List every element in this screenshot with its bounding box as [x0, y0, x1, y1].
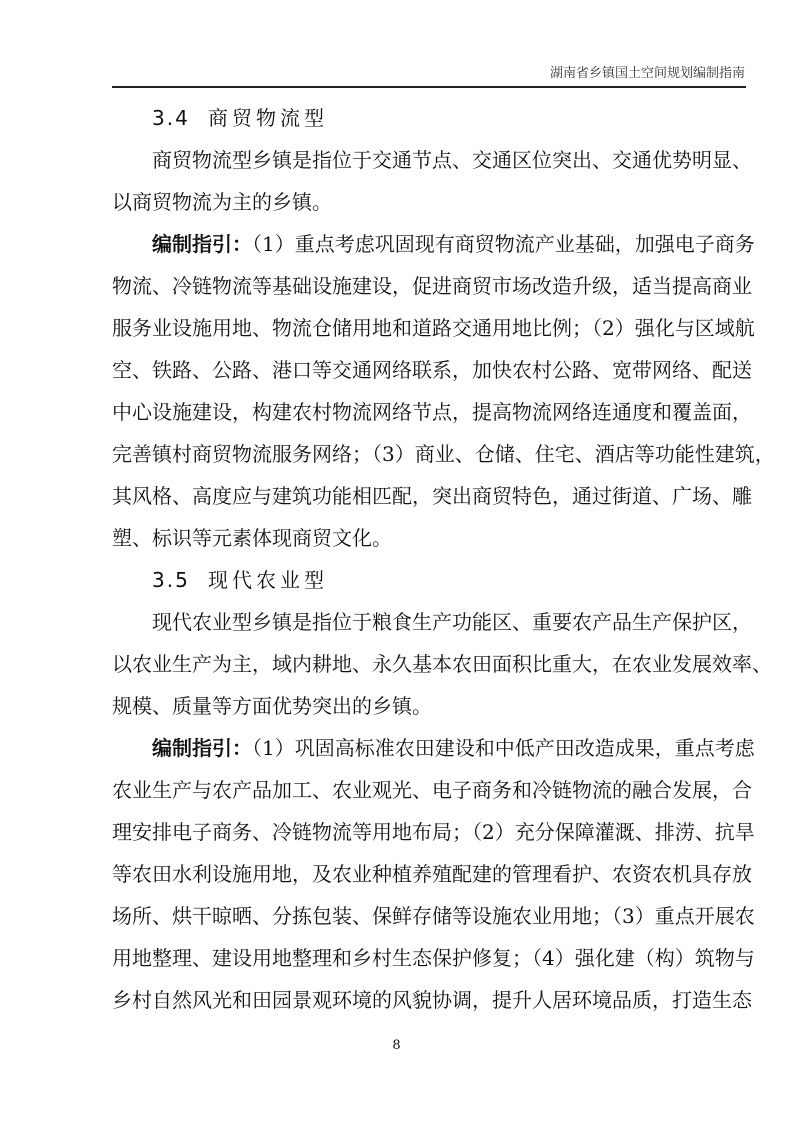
paragraph-line: 规模、质量等方面优势突出的乡镇。	[112, 694, 432, 718]
paragraph-line	[112, 727, 755, 769]
paragraph-line: 以农业生产为主，域内耕地、永久基本农田面积比重大，在农业发展效率、	[112, 652, 772, 676]
paragraph-line: 场所、烘干晾晒、分拣包装、保鲜存储等设施农业用地；（3）重点开展农	[112, 904, 755, 928]
section-heading	[112, 559, 746, 601]
guide-label: 编制指引：	[152, 232, 252, 256]
guide-label: 编制指引：	[152, 736, 252, 760]
paragraph-line: 塑、标识等元素体现商贸文化。	[112, 526, 392, 550]
paragraph-line	[112, 223, 755, 265]
section-title: 商贸物流型	[208, 106, 328, 130]
paragraph-line: 其风格、高度应与建筑功能相匹配，突出商贸特色，通过街道、广场、雕	[112, 484, 752, 508]
running-header: 湖南省乡镇国土空间规划编制指南	[549, 66, 745, 81]
paragraph-line: 以商贸物流为主的乡镇。	[112, 190, 332, 214]
paragraph-line: 物流、冷链物流等基础设施建设，促进商贸市场改造升级，适当提高商业	[112, 274, 752, 298]
section-number: 3.4	[152, 106, 190, 130]
header-rule	[112, 86, 746, 88]
page-number: 8	[392, 1038, 401, 1053]
paragraph-line: 理安排电子商务、冷链物流等用地布局；（2）充分保障灌溉、排涝、抗旱	[112, 820, 755, 844]
page-content	[112, 97, 775, 1021]
paragraph-line: 等农田水利设施用地，及农业种植养殖配建的管理看护、农资农机具存放	[112, 862, 752, 886]
section-heading	[112, 97, 746, 139]
paragraph-line: 服务业设施用地、物流仓储用地和道路交通用地比例；（2）强化与区域航	[112, 316, 755, 340]
paragraph-line: 用地整理、建设用地整理和乡村生态保护修复；（4）强化建（构）筑物与	[112, 946, 755, 970]
paragraph-line: 完善镇村商贸物流服务网络；（3）商业、仓储、住宅、酒店等功能性建筑，	[112, 442, 775, 466]
paragraph-line: 现代农业型乡镇是指位于粮食生产功能区、重要农产品生产保护区，	[152, 610, 752, 634]
guide-text: （1）重点考虑巩固现有商贸物流产业基础，加强电子商务	[252, 232, 755, 256]
paragraph-line: 乡村自然风光和田园景观环境的风貌协调，提升人居环境品质，打造生态	[112, 988, 752, 1012]
section-title: 现代农业型	[208, 568, 328, 592]
paragraph-line: 农业生产与农产品加工、农业观光、电子商务和冷链物流的融合发展，合	[112, 778, 752, 802]
guide-text: （1）巩固高标准农田建设和中低产田改造成果，重点考虑	[252, 736, 755, 760]
paragraph-line: 商贸物流型乡镇是指位于交通节点、交通区位突出、交通优势明显、	[152, 148, 752, 172]
section-number: 3.5	[152, 568, 190, 592]
paragraph-line: 中心设施建设，构建农村物流网络节点，提高物流网络连通度和覆盖面，	[112, 400, 752, 424]
paragraph-line: 空、铁路、公路、港口等交通网络联系，加快农村公路、宽带网络、配送	[112, 358, 752, 382]
